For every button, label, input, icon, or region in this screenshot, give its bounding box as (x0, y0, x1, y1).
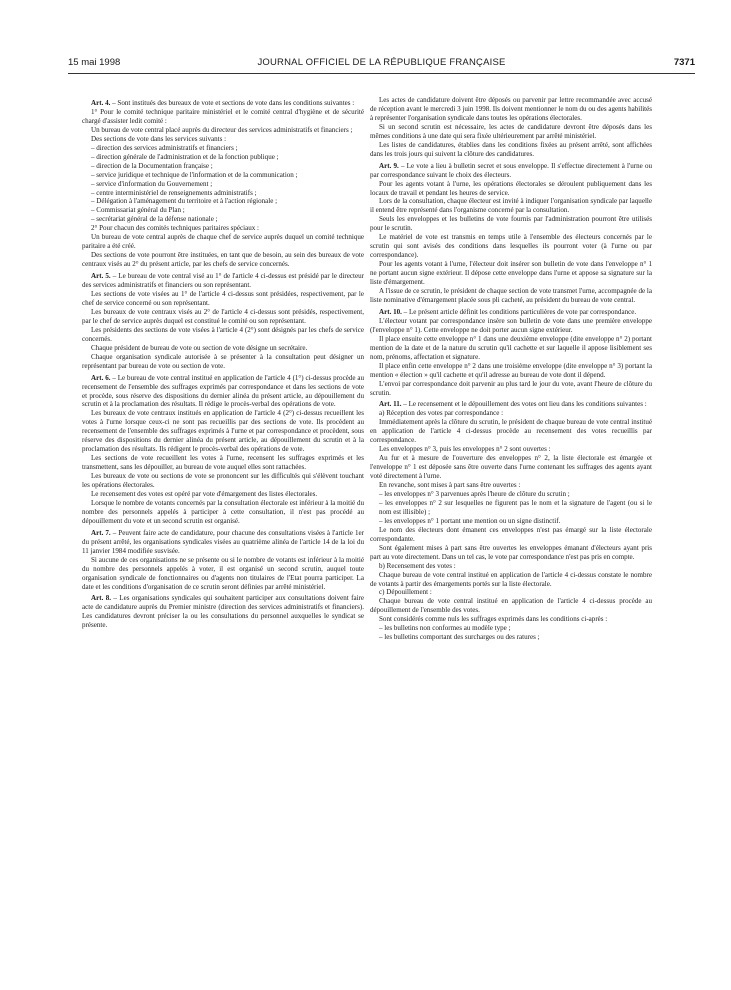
paragraph (370, 317, 652, 335)
paragraph-text: – Peuvent faire acte de candidature, pour chacune des consultations visées à l'article 1er du présent arrêté, les organisations syndicales visées au quatrième alinéa de l'article 14 de la loi du 11 janvier 1984 modifiée susvisée. (82, 528, 364, 555)
right-column (370, 96, 652, 642)
paragraph (370, 380, 652, 398)
article-paragraph (82, 272, 364, 290)
paragraph-text: Les bureaux de vote ou sections de vote se prononcent sur les difficultés qui s'élèvent touchant les opérations électorales. (82, 472, 364, 490)
paragraph-text: Si un second scrutin est nécessaire, les actes de candidature devront être déposés dans les mêmes conditions à une date qui sera fixée ultérieurement par arrêté ministériel. (370, 122, 652, 140)
paragraph-text: – centre interministériel de renseignements administratifs ; (91, 188, 257, 197)
paragraph-text: Pour les agents votant à l'urne, l'électeur doit insérer son bulletin de vote dans l'enveloppe n° 1 ne portant aucun signe extérieur. Il dépose cette enveloppe dans l'urne et appose sa signature sur la liste d'émargement. (370, 260, 652, 287)
paragraph (370, 409, 652, 418)
article-paragraph (370, 162, 652, 180)
paragraph-text: Chaque bureau de vote central institué en application de l'article 4 ci-dessus procède au dépouillement de l'ensemble des votes. (370, 597, 652, 615)
header-rule (68, 73, 695, 74)
paragraph-text: – Sont institués des bureaux de vote et sections de vote dans les conditions suivantes : (110, 99, 355, 107)
paragraph-text: Seuls les enveloppes et les bulletins de vote fournis par l'administration pourront être utilisés pour le scrutin. (370, 215, 652, 233)
paragraph-text: Les bureaux de vote centraux visés au 2° de l'article 4 ci-dessus sont présidés, respectivement, par le chef de service auprès duquel est constitué le comité ou son représentant. (82, 307, 364, 325)
paragraph (370, 141, 652, 159)
paragraph (370, 233, 652, 260)
paragraph-text: Chaque organisation syndicale autorisée à se présenter à la consultation peut désigner un représentant par bureau de vote ou section de vote. (82, 352, 364, 370)
paragraph-text: – les enveloppes n° 1 portant une mention ou un signe distinctif. (379, 516, 561, 525)
paragraph (370, 335, 652, 362)
paragraph (370, 445, 652, 454)
article-number: Art. 8. (91, 594, 111, 603)
list-item (82, 162, 364, 171)
paragraph (370, 418, 652, 445)
article-paragraph (370, 400, 652, 409)
paragraph-text: – Les organisations syndicales qui souhaitent participer aux consultations doivent faire acte de candidature auprès du Premier ministre (direction des services administratifs et financiers). Les candidatures devront préciser la ou les consultations du personnel auxquelles le syndicat se présente. (82, 594, 365, 630)
article-number: Art. 7. (91, 528, 111, 537)
paragraph-text: b) Recensement des votes : (379, 561, 456, 570)
paragraph-text: Lors de la consultation, chaque électeur est invité à indiquer l'organisation syndicale par laquelle il entend être représenté dans l'organisme concerné par la consultation. (370, 197, 652, 215)
paragraph-text: Chaque bureau de vote central institué en application de l'article 4 ci-dessus constate le nombre de votants à partir des émargements portés sur la liste électorale. (370, 570, 652, 588)
paragraph (370, 215, 652, 233)
paragraph (82, 490, 364, 499)
paragraph (82, 224, 364, 233)
paragraph-text: Le recensement des votes est opéré par vote d'émargement des listes électorales. (91, 489, 318, 498)
journal-title: JOURNAL OFFICIEL DE LA RÉPUBLIQUE FRANÇAISE (257, 57, 506, 68)
paragraph-text: L'envoi par correspondance doit parvenir au plus tard le jour du vote, avant l'heure de clôture du scrutin. (370, 379, 652, 397)
paragraph-text: Si aucune de ces organisations ne se présente ou si le nombre de votants est inférieur à la moitié du nombre des personnels appelés à voter, il est organisé un second scrutin, auquel toute organisation syndicale de fonctionnaires ou d'agents non titulaires de l'Etat pourra participer. La date et les conditions d'organisation de ce scrutin seront définies par arrêté ministériel. (82, 555, 364, 591)
paragraph-text: Des sections de vote pourront être instituées, en tant que de besoin, au sein des bureaux de vote centraux visés au 2° du présent article, par les chefs de service concernés. (82, 251, 364, 269)
paragraph-text: Les sections de vote visées au 1° de l'article 4 ci-dessus sont présidées, respectivement, par le chef de service concerné ou son représentant. (82, 290, 364, 307)
article-number: Art. 9. (379, 161, 399, 170)
paragraph (370, 526, 652, 544)
paragraph (370, 197, 652, 215)
paragraph-text: Les sections de vote recueillent les votes à l'urne, recensent les suffrages exprimés et les transmettent, sans les dépouiller, au bureau de vote auquel elles sont rattachées. (82, 454, 364, 472)
paragraph-text: Pour les agents votant à l'urne, les opérations électorales se déroulent publiquement dans les locaux de travail et pendant les heures de service. (370, 179, 652, 197)
paragraph (82, 353, 364, 371)
list-item (82, 180, 364, 189)
left-column (82, 96, 364, 630)
paragraph-text: A l'issue de ce scrutin, le président de chaque section de vote transmet l'urne, accompagnée de la liste nominative d'émargement placée sous pli cacheté, au président du bureau de vote central. (370, 287, 652, 304)
list-item (370, 624, 652, 633)
paragraph-text: – direction de la Documentation française ; (91, 161, 213, 170)
paragraph-text: – service juridique et technique de l'information et de la communication ; (91, 170, 298, 179)
paragraph (370, 454, 652, 481)
page-header (68, 57, 695, 71)
paragraph-text: – direction générale de l'administration et de la fonction publique ; (91, 152, 279, 161)
article-number: Art. 10. (379, 307, 402, 316)
paragraph (82, 233, 364, 251)
paragraph-text: Le nom des électeurs dont émanent ces enveloppes n'est pas émargé sur la liste électorale correspondante. (370, 525, 652, 543)
paragraph-text: – Le vote a lieu à bulletin secret et sous enveloppe. Il s'effectue directement à l'urne ou par correspondance suivant le choix des électeurs. (370, 161, 653, 179)
paragraph (82, 344, 364, 353)
paragraph (370, 562, 652, 571)
paragraph-text: – les enveloppes n° 3 parvenues après l'heure de clôture du scrutin ; (379, 489, 570, 498)
paragraph-text: Des sections de vote dans les services suivants : (91, 134, 227, 143)
paragraph-text: – Le présent article définit les conditions particulières de vote par correspondance. (401, 307, 637, 316)
paragraph-text: 2° Pour chacun des comités techniques paritaires spéciaux : (91, 224, 259, 233)
paragraph-text: a) Réception des votes par correspondance : (379, 409, 504, 418)
paragraph (370, 615, 652, 624)
paragraph-text: Sont également mises à part sans être ouvertes les enveloppes émanant d'électeurs ayant pris part au vote directement. Dans un tel cas, le vote par correspondance n'est pas pris en compte. (370, 543, 652, 561)
paragraph-text: Les bureaux de vote centraux institués en application de l'article 4 (2°) ci-dessus recueillent les votes à l'urne lorsque ceux-ci ne sont pas recueillis par des sections de vote. Ils procèdent au recensement de l'ensemble des suffrages exprimés à l'urne et par correspondance et procèdent, sous réserve des dispositions du dernier alinéa du présent article, au dépouillement du scrutin et à la proclamation des résultats. Ils rédigent le procès-verbal des opérations de vote. (82, 409, 364, 454)
paragraph (82, 499, 364, 526)
article-paragraph (370, 308, 652, 317)
paragraph (370, 123, 652, 141)
article-number: Art. 5. (91, 272, 111, 281)
paragraph-text: Les listes de candidatures, établies dans les conditions fixées au présent arrêté, sont affichées dans les trois jours qui suivent la clôture des candidatures. (370, 140, 652, 158)
paragraph-text: Les enveloppes n° 3, puis les enveloppes n° 2 sont ouvertes : (379, 445, 551, 454)
paragraph (370, 588, 652, 597)
paragraph-text: Immédiatement après la clôture du scrutin, le président de chaque bureau de vote central institué en application de l'article 4 ci-dessus procède au recensement des votes recueillis par correspondance. (370, 418, 652, 445)
paragraph-text: Les présidents des sections de vote visées à l'article 4 (2°) sont désignés par les chefs de service concernés. (82, 325, 364, 343)
paragraph-text: – Le bureau de vote central visé au 1° de l'article 4 ci-dessus est présidé par le directeur des services administratifs et financiers ou son représentant. (82, 272, 364, 290)
list-item (82, 171, 364, 180)
paragraph-text: Chaque président de bureau de vote ou section de vote désigne un secrétaire. (91, 343, 308, 352)
article-paragraph (82, 374, 364, 410)
paragraph-text: Le matériel de vote est transmis en temps utile à l'ensemble des électeurs concernés par le scrutin qui sont avisés des conditions dans lesquelles ils pourront voter (à l'urne ou par correspondance). (370, 233, 652, 260)
paragraph (370, 362, 652, 380)
article-number: Art. 6. (91, 373, 111, 382)
paragraph (82, 290, 364, 308)
paragraph (370, 260, 652, 287)
list-item (82, 153, 364, 162)
paragraph-text: L'électeur votant par correspondance insère son bulletin de vote dans une première enveloppe (l'enveloppe n° 1). Cette enveloppe ne doit porter aucun signe extérieur. (370, 316, 652, 334)
list-item (82, 144, 364, 153)
paragraph (370, 287, 652, 305)
paragraph-text: – Le bureau de vote central institué en application de l'article 4 (1°) ci-dessus procède au recensement de l'ensemble des suffrages exprimés par correspondance et dans les sections de vote et procède, sous réserve des dispositions du dernier alinéa du présent article, au dépouillement du scrutin et à la proclamation des résultats. Il rédige le procès-verbal des opérations de vote. (82, 373, 364, 409)
list-item (82, 197, 364, 206)
paragraph-text: – Commissariat général du Plan ; (91, 206, 185, 215)
paragraph-text: – direction des services administratifs et financiers ; (91, 143, 238, 152)
paragraph (82, 472, 364, 490)
article-number: Art. 11. (379, 400, 402, 409)
paragraph (370, 481, 652, 490)
list-item (370, 499, 652, 517)
paragraph-text: Lorsque le nombre de votants concernés par la consultation électorale est inférieur à la moitié du nombre des personnels appelés à participer à cette consultation, il n'est pas procédé au dépouillement du vote et un second scrutin est organisé. (82, 498, 364, 525)
paragraph-text: – service d'information du Gouvernement ; (91, 179, 213, 188)
paragraph (82, 126, 364, 135)
paragraph-text: Il place enfin cette enveloppe n° 2 dans une troisième enveloppe (dite enveloppe n° 3) portant la mention « élection » qu'il cachette et qu'il adresse au bureau de vote dont il dépend. (370, 361, 652, 379)
paragraph-text: – les bulletins non conformes au modèle type ; (379, 624, 511, 633)
paragraph (82, 251, 364, 269)
article-paragraph (82, 594, 364, 630)
paragraph (370, 571, 652, 589)
list-item (370, 633, 652, 642)
paragraph-text: – secrétariat général de la défense nationale ; (91, 215, 218, 224)
paragraph-text: – Délégation à l'aménagement du territoire et à l'action régionale ; (91, 197, 278, 206)
list-item (82, 189, 364, 198)
paragraph-text: Les actes de candidature doivent être déposés ou parvenir par lettre recommandée avec accusé de réception avant le mercredi 3 juin 1998. Ils doivent mentionner le nom du ou des agents habilités à représenter l'organisation syndicale dans toutes les opérations électorales. (370, 96, 652, 122)
paragraph-text: Au fur et à mesure de l'ouverture des enveloppes n° 2, la liste électorale est émargée et l'enveloppe n° 1 est déposée sans être ouverte dans l'urne contenant les suffrages des agents ayant voté directement à l'urne. (370, 454, 652, 481)
paragraph (82, 326, 364, 344)
paragraph (370, 96, 652, 123)
page-number: 7371 (673, 57, 695, 68)
paragraph (82, 108, 364, 126)
paragraph-text: Un bureau de vote central auprès de chaque chef de service auprès duquel un comité technique paritaire a été créé. (82, 233, 364, 251)
paragraph-text: Un bureau de vote central placé auprès du directeur des services administratifs et financiers ; (91, 125, 353, 134)
paragraph (82, 308, 364, 326)
paragraph-text: – les bulletins comportant des surcharges ou des ratures ; (379, 633, 540, 642)
paragraph (370, 597, 652, 615)
paragraph-text: Sont considérés comme nuls les suffrages exprimés dans les conditions ci-après : (379, 615, 608, 624)
paragraph (82, 409, 364, 454)
header-date: 15 mai 1998 (68, 57, 121, 68)
paragraph (370, 544, 652, 562)
paragraph-text: En revanche, sont mises à part sans être ouvertes : (379, 481, 521, 490)
list-item (370, 490, 652, 499)
article-paragraph (82, 99, 364, 108)
paragraph-text: Il place ensuite cette enveloppe n° 1 dans une deuxième enveloppe (dite enveloppe n° 2) portant mention de la date et de la nature du scrutin qu'il cachette et sur laquelle il appose lisiblement ses nom, prénoms, affectation et signature. (370, 334, 652, 361)
paragraph (82, 135, 364, 144)
paragraph-text: – Le recensement et le dépouillement des votes ont lieu dans les conditions suivantes : (401, 400, 647, 409)
paragraph (82, 454, 364, 472)
article-number: Art. 4. (91, 99, 111, 107)
list-item (370, 517, 652, 526)
list-item (82, 215, 364, 224)
paragraph (82, 556, 364, 592)
paragraph-text: 1° Pour le comité technique paritaire ministériel et le comité central d'hygiène et de sécurité chargé d'assister ledit comité : (82, 107, 364, 125)
paragraph-text: c) Dépouillement : (379, 588, 432, 597)
paragraph (370, 180, 652, 198)
list-item (82, 206, 364, 215)
paragraph-text: – les enveloppes n° 2 sur lesquelles ne figurent pas le nom et la signature de l'agent (ou si le nom est illisible) ; (379, 498, 652, 516)
article-paragraph (82, 529, 364, 556)
